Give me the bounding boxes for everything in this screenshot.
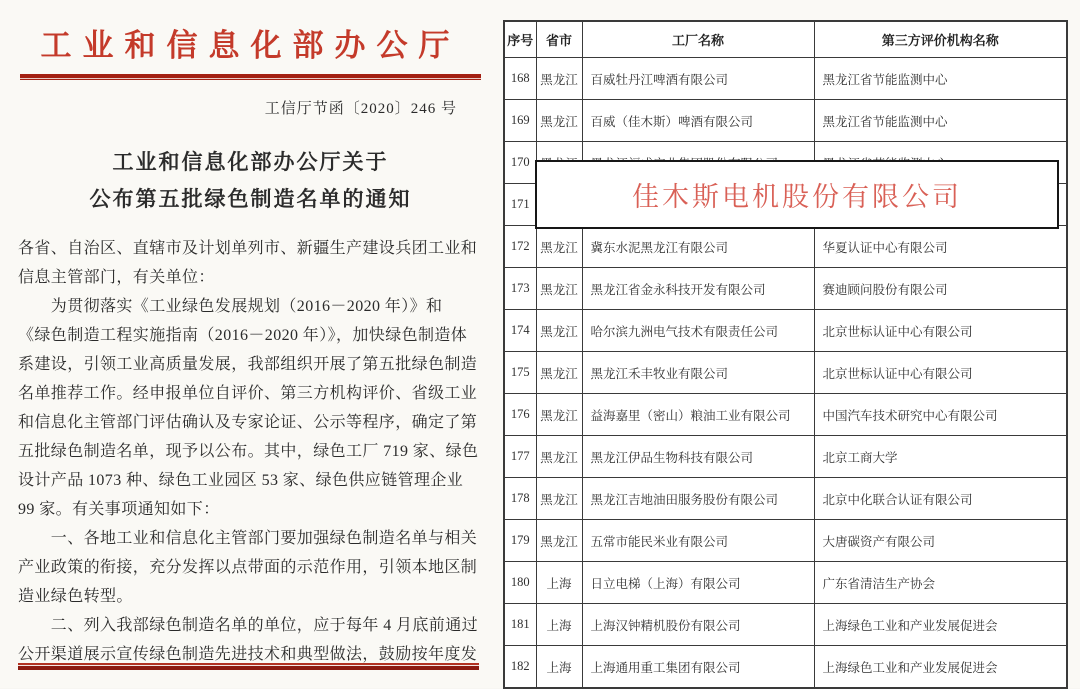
document-paragraph-line: 五批绿色制造名单，现予以公布。其中，绿色工厂 719 家、绿色 <box>18 443 479 460</box>
factory-list <box>503 20 1068 689</box>
table-row <box>504 478 1067 520</box>
column-header-0: 序号 <box>504 21 536 58</box>
province-cell: 黑龙江 <box>536 436 582 478</box>
row-number: 175 <box>504 352 536 394</box>
agency-name-cell: 上海绿色工业和产业发展促进会 <box>814 646 1067 689</box>
document-paragraph-line: 一、各地工业和信息化主管部门要加强绿色制造名单与相关 <box>18 530 478 547</box>
province-cell: 黑龙江 <box>536 226 582 268</box>
row-number: 172 <box>504 226 536 268</box>
agency-name-cell: 黑龙江省节能监测中心 <box>814 58 1067 100</box>
document-paragraph-line: 造业绿色转型。 <box>18 588 133 605</box>
factory-name-cell: 益海嘉里（密山）粮油工业有限公司 <box>582 394 814 436</box>
document-title-line1: 工业和信息化部办公厅关于 <box>112 150 389 174</box>
row-number: 174 <box>504 310 536 352</box>
row-number: 177 <box>504 436 536 478</box>
province-cell: 黑龙江 <box>536 352 582 394</box>
agency-name-cell: 华夏认证中心有限公司 <box>814 226 1067 268</box>
factory-name-cell: 上海汉钟精机股份有限公司 <box>582 604 814 646</box>
agency-name-cell: 广东省清洁生产协会 <box>814 562 1067 604</box>
row-number: 179 <box>504 520 536 562</box>
factory-name-cell: 冀东水泥黑龙江有限公司 <box>582 226 814 268</box>
row-number: 168 <box>504 58 536 100</box>
table-row <box>504 226 1067 268</box>
row-number: 180 <box>504 562 536 604</box>
green-factory-table <box>503 20 1066 689</box>
table-row <box>504 394 1067 436</box>
province-cell: 黑龙江 <box>536 310 582 352</box>
agency-name-cell: 中国汽车技术研究中心有限公司 <box>814 394 1067 436</box>
document-paragraph-line: 系建设，引领工业高质量发展，我部组织开展了第五批绿色制造 <box>18 356 478 373</box>
factory-name-cell: 黑龙江伊品生物科技有限公司 <box>582 436 814 478</box>
table-row <box>504 310 1067 352</box>
province-cell: 上海 <box>536 604 582 646</box>
table-row <box>504 100 1067 142</box>
table-row <box>504 58 1067 100</box>
province-cell: 黑龙江 <box>536 478 582 520</box>
document-paragraph-line: 设计产品 1073 种、绿色工业园区 53 家、绿色供应链管理企业 <box>18 472 464 489</box>
table-row <box>504 604 1067 646</box>
province-cell: 黑龙江 <box>536 268 582 310</box>
highlight-overlay-box <box>535 160 1059 229</box>
factory-name-cell: 五常市能民米业有限公司 <box>582 520 814 562</box>
row-number: 170 <box>504 142 536 184</box>
factory-name-cell: 上海通用重工集团有限公司 <box>582 646 814 689</box>
province-cell: 黑龙江 <box>536 100 582 142</box>
table-row <box>504 436 1067 478</box>
agency-name-cell: 大唐碳资产有限公司 <box>814 520 1067 562</box>
factory-name-cell: 哈尔滨九洲电气技术有限责任公司 <box>582 310 814 352</box>
column-header-2: 工厂名称 <box>582 21 814 58</box>
table-row <box>504 562 1067 604</box>
province-cell: 黑龙江 <box>536 394 582 436</box>
agency-name-cell: 赛迪顾问股份有限公司 <box>814 268 1067 310</box>
agency-name-cell: 北京世标认证中心有限公司 <box>814 310 1067 352</box>
agency-name-cell: 北京工商大学 <box>814 436 1067 478</box>
row-number: 169 <box>504 100 536 142</box>
document-paragraph-line: 《绿色制造工程实施指南（2016－2020 年）》，加快绿色制造体 <box>18 327 468 344</box>
agency-name-cell: 上海绿色工业和产业发展促进会 <box>814 604 1067 646</box>
factory-name-cell: 百威（佳木斯）啤酒有限公司 <box>582 100 814 142</box>
factory-name-cell: 百威牡丹江啤酒有限公司 <box>582 58 814 100</box>
row-number: 181 <box>504 604 536 646</box>
agency-name-cell: 黑龙江省节能监测中心 <box>814 100 1067 142</box>
table-row <box>504 268 1067 310</box>
factory-name-cell: 黑龙江省金永科技开发有限公司 <box>582 268 814 310</box>
province-cell: 黑龙江 <box>536 58 582 100</box>
factory-name-cell: 黑龙江禾丰牧业有限公司 <box>582 352 814 394</box>
row-number: 176 <box>504 394 536 436</box>
province-cell: 上海 <box>536 562 582 604</box>
document-paragraph-line: 信息主管部门，有关单位： <box>18 269 215 286</box>
official-document <box>18 0 483 688</box>
row-number: 178 <box>504 478 536 520</box>
document-paragraph-line: 99 家。有关事项通知如下： <box>18 501 220 518</box>
agency-name-cell: 北京中化联合认证有限公司 <box>814 478 1067 520</box>
table-row <box>504 646 1067 689</box>
column-header-3: 第三方评价机构名称 <box>814 21 1067 58</box>
agency-name-cell: 北京世标认证中心有限公司 <box>814 352 1067 394</box>
document-paragraph-line: 各省、自治区、直辖市及计划单列市、新疆生产建设兵团工业和 <box>18 240 478 257</box>
row-number: 182 <box>504 646 536 689</box>
table-header-row <box>504 21 1067 58</box>
province-cell: 上海 <box>536 646 582 689</box>
red-bottom-divider <box>18 663 479 670</box>
factory-name-cell: 黑龙江吉地油田服务股份有限公司 <box>582 478 814 520</box>
row-number: 173 <box>504 268 536 310</box>
table-row <box>504 352 1067 394</box>
document-paragraph-line: 产业政策的衔接，充分发挥以点带面的示范作用，引领本地区制 <box>18 559 478 576</box>
document-paragraph-line: 为贯彻落实《工业绿色发展规划（2016－2020 年）》和 <box>18 298 443 315</box>
row-number: 171 <box>504 184 536 226</box>
document-paragraph-line: 二、列入我部绿色制造名单的单位，应于每年 4 月底前通过 <box>18 617 479 634</box>
document-paragraph-line: 和信息化主管部门评估确认及专家论证、公示等程序，确定了第 <box>18 414 478 431</box>
document-paragraph-line: 名单推荐工作。经申报单位自评价、第三方机构评价、省级工业 <box>18 385 478 402</box>
document-body <box>18 234 483 669</box>
document-title-line2: 公布第五批绿色制造名单的通知 <box>89 187 412 211</box>
document-agency-title: 工业和信息化部办公厅 <box>40 28 461 63</box>
table-row <box>504 520 1067 562</box>
document-paragraph-line: 公开渠道展示宣传绿色制造先进技术和典型做法，鼓励按年度发 <box>18 646 478 663</box>
factory-name-cell: 日立电梯（上海）有限公司 <box>582 562 814 604</box>
province-cell: 黑龙江 <box>536 520 582 562</box>
document-number: 工信厅节函〔2020〕246 号 <box>264 101 457 117</box>
column-header-1: 省市 <box>536 21 582 58</box>
red-divider <box>20 74 481 80</box>
highlight-company-name: 佳木斯电机股份有限公司 <box>632 182 962 212</box>
document-title <box>18 144 483 218</box>
